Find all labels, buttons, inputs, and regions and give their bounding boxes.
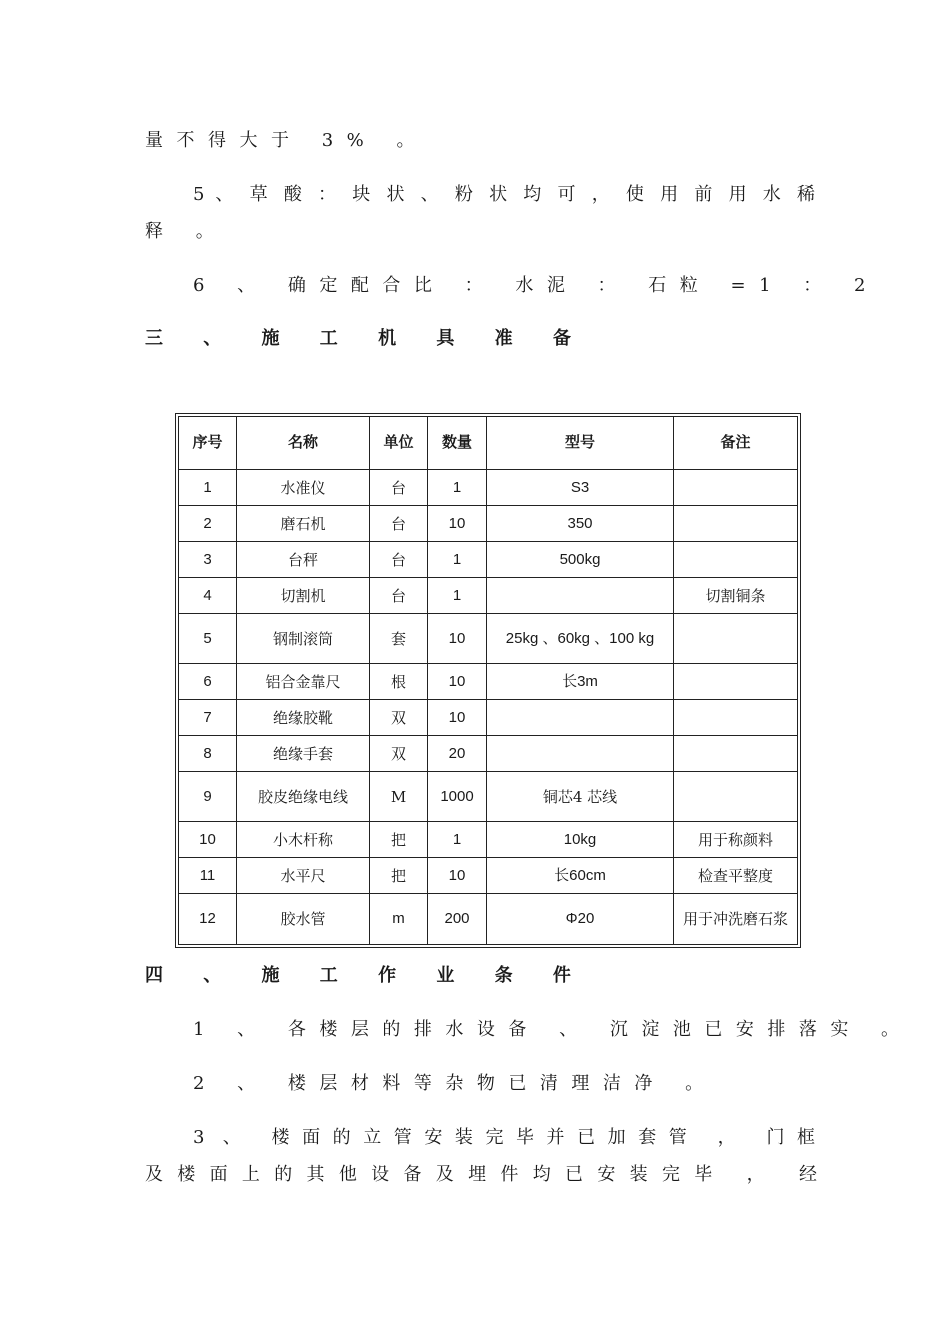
cell-name: 小木杆称 (237, 822, 370, 858)
cell-index: 4 (179, 578, 237, 614)
col-header-model: 型号 (487, 417, 674, 470)
cell-remark (674, 772, 797, 822)
heading-work-conditions: 四 、 施 工 作 业 条 件 (145, 965, 588, 986)
cell-model (487, 736, 674, 772)
cell-remark: 检查平整度 (674, 858, 797, 894)
cell-unit: 套 (370, 614, 428, 664)
col-header-quantity: 数量 (428, 417, 487, 470)
cell-model: 500kg (487, 542, 674, 578)
cell-remark (674, 506, 797, 542)
cell-unit: m (370, 894, 428, 944)
col-header-name: 名称 (237, 417, 370, 470)
cell-quantity: 1000 (428, 772, 487, 822)
cell-model: 25kg 、60kg 、100 kg (487, 614, 674, 664)
cell-unit: 把 (370, 858, 428, 894)
paragraph-cleanup: 2 、 楼层材料等杂物已清理洁净 。 (193, 1073, 717, 1094)
paragraph-moisture-limit: 量不得大于 3% 。 (145, 130, 428, 151)
cell-model (487, 578, 674, 614)
cell-quantity: 200 (428, 894, 487, 944)
cell-unit: 双 (370, 736, 428, 772)
table-row (179, 506, 797, 542)
cell-name: 铝合金靠尺 (237, 664, 370, 700)
cell-unit: 根 (370, 664, 428, 700)
cell-remark (674, 664, 797, 700)
heading-equipment: 三 、 施 工 机 具 准 备 (145, 328, 588, 349)
cell-quantity: 1 (428, 578, 487, 614)
cell-unit: 双 (370, 700, 428, 736)
cell-index: 2 (179, 506, 237, 542)
col-header-unit: 单位 (370, 417, 428, 470)
cell-remark (674, 470, 797, 506)
cell-index: 9 (179, 772, 237, 822)
cell-quantity: 1 (428, 822, 487, 858)
table-row (179, 542, 797, 578)
cell-index: 7 (179, 700, 237, 736)
cell-quantity: 1 (428, 470, 487, 506)
cell-index: 10 (179, 822, 237, 858)
cell-unit: M (370, 772, 428, 822)
cell-name: 胶水管 (237, 894, 370, 944)
cell-name: 台秤 (237, 542, 370, 578)
cell-name: 胶皮绝缘电线 (237, 772, 370, 822)
table-row (179, 822, 797, 858)
cell-unit: 台 (370, 506, 428, 542)
cell-remark (674, 614, 797, 664)
cell-remark (674, 542, 797, 578)
equipment-table (178, 416, 798, 945)
paragraph-pipes-cont: 及楼面上的其他设备及埋件均已安装完毕 ， 经 (145, 1164, 817, 1185)
paragraph-oxalic-acid-cont: 释 。 (145, 221, 228, 242)
cell-index: 11 (179, 858, 237, 894)
cell-name: 磨石机 (237, 506, 370, 542)
cell-quantity: 10 (428, 506, 487, 542)
cell-remark: 用于冲洗磨石浆 (682, 910, 788, 928)
cell-model: 10kg (487, 822, 674, 858)
cell-name: 绝缘手套 (237, 736, 370, 772)
paragraph-mix-ratio: 6 、 确定配合比 ： 水泥 ： 石粒 =1 ： 2 (193, 275, 879, 296)
cell-quantity: 10 (428, 664, 487, 700)
cell-name: 切割机 (237, 578, 370, 614)
cell-quantity: 10 (428, 614, 487, 664)
table-row (179, 664, 797, 700)
table-header-row (179, 417, 797, 470)
cell-quantity: 1 (428, 542, 487, 578)
table-row (179, 470, 797, 506)
paragraph-oxalic-acid: 5 、 草 酸 ： 块 状 、 粉 状 均 可 ， 使 用 前 用 水 稀 (193, 184, 815, 205)
cell-name: 水准仪 (237, 470, 370, 506)
cell-name: 钢制滚筒 (237, 614, 370, 664)
table-row (179, 578, 797, 614)
cell-model: 铜芯4 芯线 (487, 772, 674, 822)
cell-remark (674, 700, 797, 736)
cell-unit: 台 (370, 470, 428, 506)
table-row (179, 614, 797, 664)
cell-index: 1 (179, 470, 237, 506)
paragraph-pipes: 3 、 楼面的立管安装完毕并已加套管 ， 门框 (193, 1127, 815, 1148)
cell-remark: 切割铜条 (674, 578, 797, 614)
cell-name: 绝缘胶靴 (237, 700, 370, 736)
cell-name: 水平尺 (237, 858, 370, 894)
table-row (179, 858, 797, 894)
cell-quantity: 10 (428, 858, 487, 894)
table-row (179, 894, 797, 944)
cell-remark (674, 736, 797, 772)
cell-index: 5 (179, 614, 237, 664)
table-row (179, 736, 797, 772)
cell-quantity: 20 (428, 736, 487, 772)
cell-remark: 用于称颜料 (674, 822, 797, 858)
cell-model: Φ20 (487, 894, 674, 944)
cell-model (487, 700, 674, 736)
cell-index: 6 (179, 664, 237, 700)
cell-model: 350 (487, 506, 674, 542)
table-row (179, 772, 797, 822)
cell-index: 12 (179, 894, 237, 944)
table-row (179, 700, 797, 736)
cell-model: S3 (487, 470, 674, 506)
cell-unit: 台 (370, 542, 428, 578)
cell-unit: 台 (370, 578, 428, 614)
cell-model: 长3m (487, 664, 674, 700)
col-header-remark: 备注 (674, 417, 797, 470)
cell-quantity: 10 (428, 700, 487, 736)
col-header-index: 序号 (179, 417, 237, 470)
cell-unit: 把 (370, 822, 428, 858)
cell-index: 8 (179, 736, 237, 772)
paragraph-drainage: 1 、 各楼层的排水设备 、 沉淀池已安排落实 。 (193, 1019, 913, 1040)
cell-index: 3 (179, 542, 237, 578)
cell-model: 长60cm (487, 858, 674, 894)
